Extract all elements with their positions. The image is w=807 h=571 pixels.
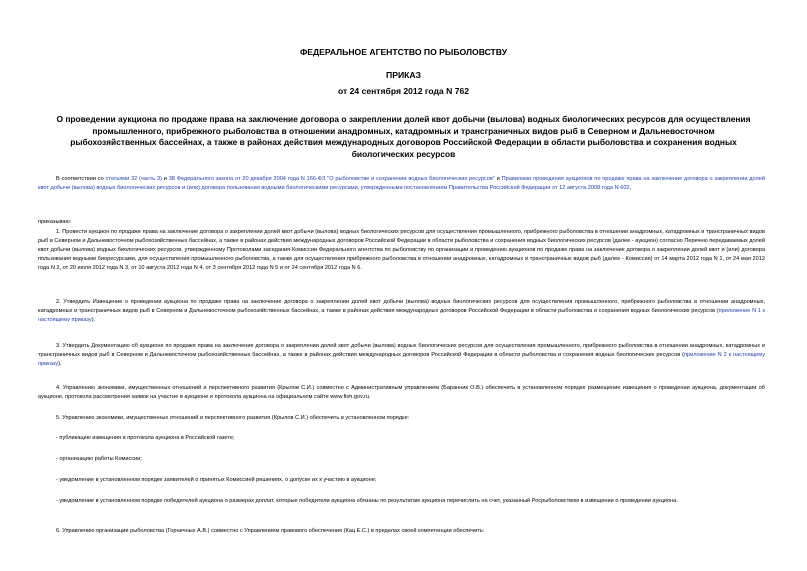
item-2 (38, 298, 765, 325)
item-4 (38, 384, 765, 402)
item-6-text: 6. Управлению организации рыболовства (Горничных А.В.) совместно с Управлением правового обеспечения (Кац Е.С.) в пределах своей компетенции обеспечить: (56, 528, 485, 534)
bullet-2-text: - организацию работы Комиссии; (56, 456, 142, 462)
item-2-end: ). (91, 317, 96, 324)
document-date-number: от 24 сентября 2012 года N 762 (337, 86, 470, 96)
item-5-bullet-1 (38, 434, 765, 443)
item-3-text: 3. Утвердить Документацию об аукционе по продаже права на заключение договора о закреплении долей квот добычи (вылова) водных биологических ресурсов для осуществления промышленного, прибрежного рыболовства в отношении анадромных, катадромных и трансграничных видов рыб в Северном и Дальневосточном рыбохозяйственных бассейнах, а также в районах действия международных договоров Российской Федерации в области рыболовства и сохранения водных биологических ресурсов ( (38, 343, 765, 359)
item-6 (38, 527, 765, 536)
item-5-bullet-3 (38, 476, 765, 485)
auction-rules-link[interactable]: Правилами проведения аукционов по продаже права на заключение договора о закреплении долей квот добычи (вылова) водных биологических ресурсов и (или) договора пользования водными биологическими ресурсами, утвержденными постановлением Правительства Российской Федерации от 12 августа 2008 года N 602 (38, 176, 766, 192)
document-title: О проведении аукциона по продаже права на заключение договора о закреплении долей квот добычи (вылова) водных биологических ресурсов для осуществления промышленного, прибрежного рыболовства в отношении анадромных, катадромных и трансграничных видов рыб в Северном и Дальневосточном рыбохозяйственных бассейнах, а также в районах действия международных договоров Российской Федерации в области рыболовства и сохранения водных биологических ресурсов (56, 114, 751, 159)
preamble (38, 175, 765, 193)
item-3 (38, 342, 765, 369)
agency-name: ФЕДЕРАЛЬНОЕ АГЕНТСТВО ПО РЫБОЛОВСТВУ (299, 47, 508, 57)
preamble-text-4: , (629, 185, 632, 192)
item-5 (38, 414, 765, 423)
item-1-text: 1. Провести аукцион по продаже права на заключение договора о закреплении долей квот добычи (вылова) водных биологических ресурсов для осуществления промышленного, прибрежного рыболовства в отношении анадромных, катадромных и трансграничных видов рыб в Северном и Дальневосточном рыбохозяйственных бассейнах, а также в районах действия международных договоров Российской Федерации в области рыболовства и сохранения водных биологических ресурсов (далее - аукцион) согласно Перечню передаваемых долей квот добычи (вылова) водных биологических ресурсов, утвержденному Протоколами заседания Комиссии Федерального агентства по рыболовству по организации и проведению аукционов по продаже права на заключение договора о закреплении долей квот и (или) договора пользования водными биоресурсами, для осуществления промышленного рыболовства, а также для осуществления прибрежного рыболовства в отношении анадромных, катадромных и трансграничных видов рыб (далее - Комиссия) от 14 марта 2012 года N 1, от 24 мая 2012 года N 2, от 20 июля 2012 года N 3, от 10 августа 2012 года N 4, от 3 сентября 2012 года N 5 и от 24 сентября 2012 года N 6. (38, 229, 765, 272)
law-article-38-link[interactable]: 38 Федерального закона от 20 декабря 2004 года N 166-ФЗ "О рыболовстве и сохранении водных биологических ресурсов" (168, 176, 495, 182)
bullet-4-text: - уведомление в установленном порядке победителей аукциона о размерах доплат, которые победители аукциона обязаны по результатам аукциона перечислить на счет, указанный Росрыболовством в извещении о проведении аукциона. (56, 498, 678, 504)
item-1 (38, 228, 765, 273)
appendix-1-link[interactable]: приложение N 1 к настоящему приказу (38, 308, 766, 324)
preamble-text-2: и (161, 176, 169, 182)
item-5-bullet-4 (38, 497, 765, 506)
item-5-text: 5. Управлению экономики, имущественных отношений и перспективного развития (Крылов С.И.) обеспечить в установленном порядке: (56, 415, 410, 421)
bullet-3-text: - уведомление в установленном порядке заявителей о принятых Комиссией решениях, о допуске их к участию в аукционе; (56, 477, 377, 483)
order-word: приказываю: (38, 219, 72, 225)
preamble-text-3: и (494, 176, 502, 182)
item-2-text: 2. Утвердить Извещение о проведении аукциона по продаже права на заключение договора о закреплении долей квот добычи (вылова) водных биологических ресурсов для осуществления промышленного, прибрежного рыболовства в отношении анадромных, катадромных и трансграничных видов рыб в Северном и Дальневосточном рыбохозяйственных бассейнах, а также в районах действия международных договоров Российской Федерации в области рыболовства и сохранения водных биологических ресурсов ( (38, 299, 765, 315)
item-4-text: 4. Управлению экономики, имущественных отношений и перспективного развития (Крылов С.И.) совместно с Административным управлением (Баранник О.В.) обеспечить в установленном порядке размещение извещения о проведении аукциона, документации об аукционе, протокола рассмотрения заявок на участие в аукционе и протокола аукциона на официальном сайте www.fish.gov.ru. (38, 385, 765, 401)
appendix-2-link[interactable]: приложение N 2 к настоящему приказу (38, 352, 765, 368)
document-type: ПРИКАЗ (386, 70, 421, 80)
law-article-32-link[interactable]: статьями 32 (часть 3) (105, 176, 162, 182)
item-3-end: ). (58, 361, 62, 368)
bullet-1-text: - публикацию извещения и протокола аукциона в Российской газете; (56, 435, 235, 441)
item-5-bullet-2 (38, 455, 765, 464)
preamble-text-1: В соответствии со (56, 176, 106, 182)
